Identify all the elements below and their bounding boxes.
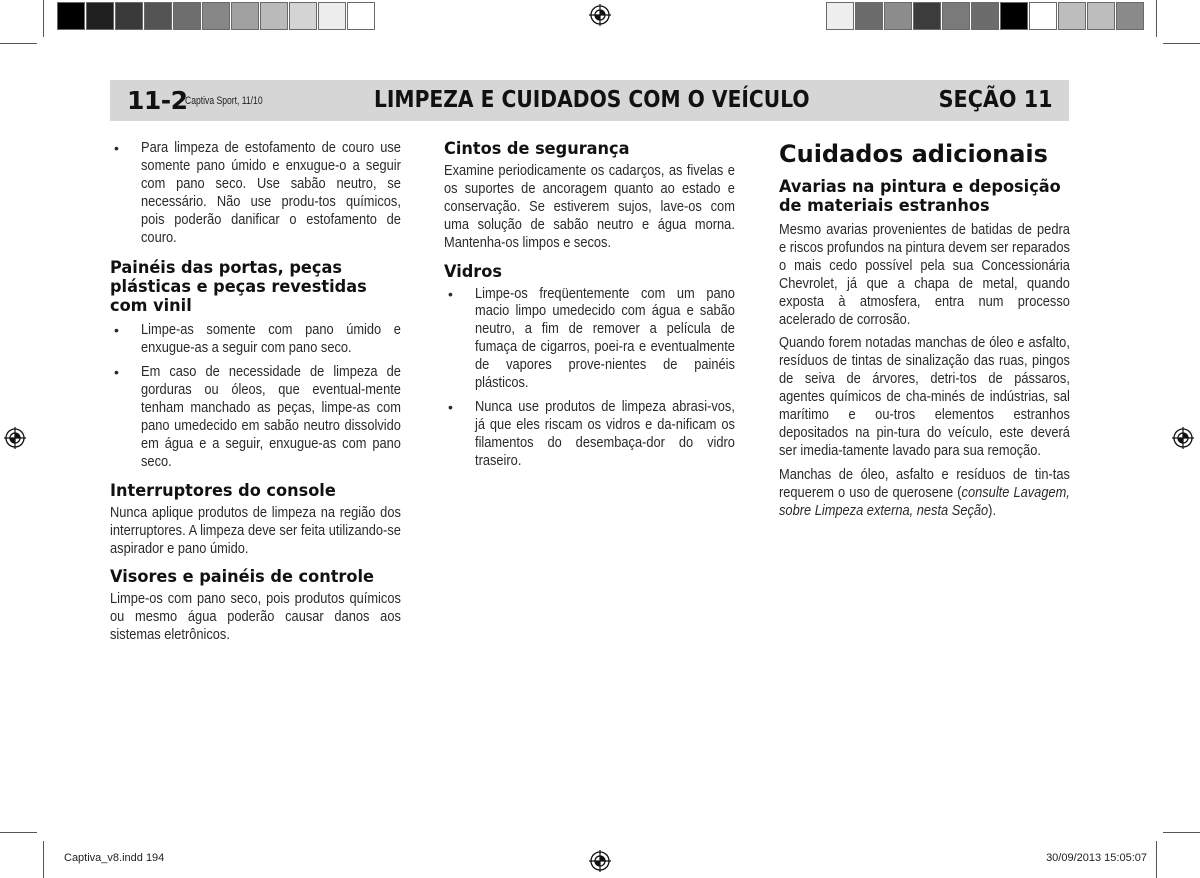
crop-mark (1156, 841, 1157, 878)
section-heading: Visores e painéis de controle (110, 567, 374, 588)
registration-mark-icon (589, 4, 611, 26)
color-swatch (826, 2, 854, 30)
color-swatch (347, 2, 375, 30)
footer-datetime: 30/09/2013 15:05:07 (1046, 852, 1147, 864)
section-heading: Vidros (444, 261, 502, 282)
section-heading: Cintos de segurança (444, 139, 630, 159)
footer-file: Captiva_v8.indd 194 (64, 852, 165, 864)
crop-mark (0, 832, 37, 833)
crop-mark (1156, 0, 1157, 37)
list-item: • Nunca use produtos de limpeza abrasi-vos, já que eles riscam os vidros e da-nificam os filamentos do desembaça-dor do vidro traseiro. (444, 399, 735, 471)
color-swatch (144, 2, 172, 30)
color-swatch (884, 2, 912, 30)
color-swatch (202, 2, 230, 30)
list-item: • Limpe-as somente com pano úmido e enxugue-as a seguir com pano seco. (110, 322, 401, 358)
section-heading: Interruptores do console (110, 480, 336, 501)
color-swatch (173, 2, 201, 30)
section-label: SEÇÃO 11 (939, 87, 1053, 113)
crop-mark (0, 43, 37, 44)
crop-mark (1163, 832, 1200, 833)
color-swatch (318, 2, 346, 30)
section-heading: Avarias na pintura e deposição de materiais estranhos (779, 177, 1061, 216)
section-heading: Painéis das portas, peças plásticas e peças revestidas com vinil (110, 258, 367, 317)
color-swatches-left (57, 2, 376, 30)
paragraph: Manchas de óleo, asfalto e resíduos de tin-tas requerem o uso de querosene (consulte Lavagem, sobre Limpeza externa, nesta Seção). (779, 466, 1070, 519)
cross-reference: consulte Lavagem, sobre Limpeza externa, nesta Seção (779, 484, 1070, 519)
registration-mark-icon (4, 427, 26, 449)
color-swatches-right (826, 2, 1145, 30)
column-middle (444, 140, 735, 477)
list-item: • Para limpeza de estofamento de couro use somente pano úmido e enxugue-o a seguir com pano seco. Use sabão neutro, se necessário. Não use produ-tos químicos, pois poderão danificar o estofamento de couro. (110, 140, 401, 247)
crop-mark (1163, 43, 1200, 44)
registration-mark-icon (1172, 427, 1194, 449)
paragraph: Quando forem notadas manchas de óleo e asfalto, resíduos de tintas de sinalização das ruas, pingos de seiva de árvores, detri-tos de pássaros, agentes químicos de cha-minés de indústrias, sal marítimo e ou-tros elementos estranhos depositados na pin-tura do veículo, este deverá ser imedia-tamente lavado para sua remoção. (779, 335, 1070, 459)
crop-mark (43, 841, 44, 878)
bullet-list (110, 322, 401, 471)
list-item: • Em caso de necessidade de limpeza de gorduras ou óleos, que eventual-mente tenham manchado as peças, limpe-as com pano umedecido em sabão neutro dissolvido em água e a seguir, enxugue-as com pano seco. (110, 364, 401, 471)
color-swatch (115, 2, 143, 30)
paragraph: Nunca aplique produtos de limpeza na região dos interruptores. A limpeza deve ser feita utilizando-se aspirador e pano úmido. (110, 504, 401, 557)
color-swatch (1058, 2, 1086, 30)
color-swatch (1116, 2, 1144, 30)
bullet-list (110, 140, 401, 247)
registration-mark-icon (589, 850, 611, 872)
color-swatch (942, 2, 970, 30)
color-swatch (57, 2, 85, 30)
page-subtitle: Captiva Sport, 11/10 (185, 95, 263, 107)
color-swatch (231, 2, 259, 30)
paragraph: Limpe-os com pano seco, pois produtos químicos ou mesmo água poderão causar danos aos sistemas eletrônicos. (110, 591, 401, 644)
list-item: • Limpe-os freqüentemente com um pano macio limpo umedecido com água e sabão neutro, a fim de remover a película de fumaça de cigarros, poei-ra e eventualmente de vapores prove-nientes de painéis plásticos. (444, 286, 735, 393)
color-swatch (1000, 2, 1028, 30)
color-swatch (289, 2, 317, 30)
bullet-list (444, 286, 735, 471)
color-swatch (971, 2, 999, 30)
page-header (110, 80, 1069, 121)
color-swatch (1087, 2, 1115, 30)
page-number: 11-2 (127, 86, 188, 115)
color-swatch (913, 2, 941, 30)
color-swatch (1029, 2, 1057, 30)
column-left (110, 140, 401, 645)
paragraph: Examine periodicamente os cadarços, as fivelas e os suportes de ancoragem quanto ao estado e conservação. Se estiverem sujos, lave-os com uma solução de sabão neutro e água morna. Mantenha-os limpos e secos. (444, 163, 735, 251)
chapter-title: LIMPEZA E CUIDADOS COM O VEÍCULO (374, 87, 810, 113)
color-swatch (86, 2, 114, 30)
color-swatch (855, 2, 883, 30)
color-swatch (260, 2, 288, 30)
column-right (779, 140, 1070, 521)
crop-mark (43, 0, 44, 37)
paragraph: Mesmo avarias provenientes de batidas de pedra e riscos profundos na pintura devem ser reparados o mais cedo possível pela sua Concessionária Chevrolet, já que a chapa de metal, quando exposta à atmosfera, entra num processo acelerado de corrosão. (779, 222, 1070, 328)
main-heading: Cuidados adicionais (779, 140, 1048, 168)
